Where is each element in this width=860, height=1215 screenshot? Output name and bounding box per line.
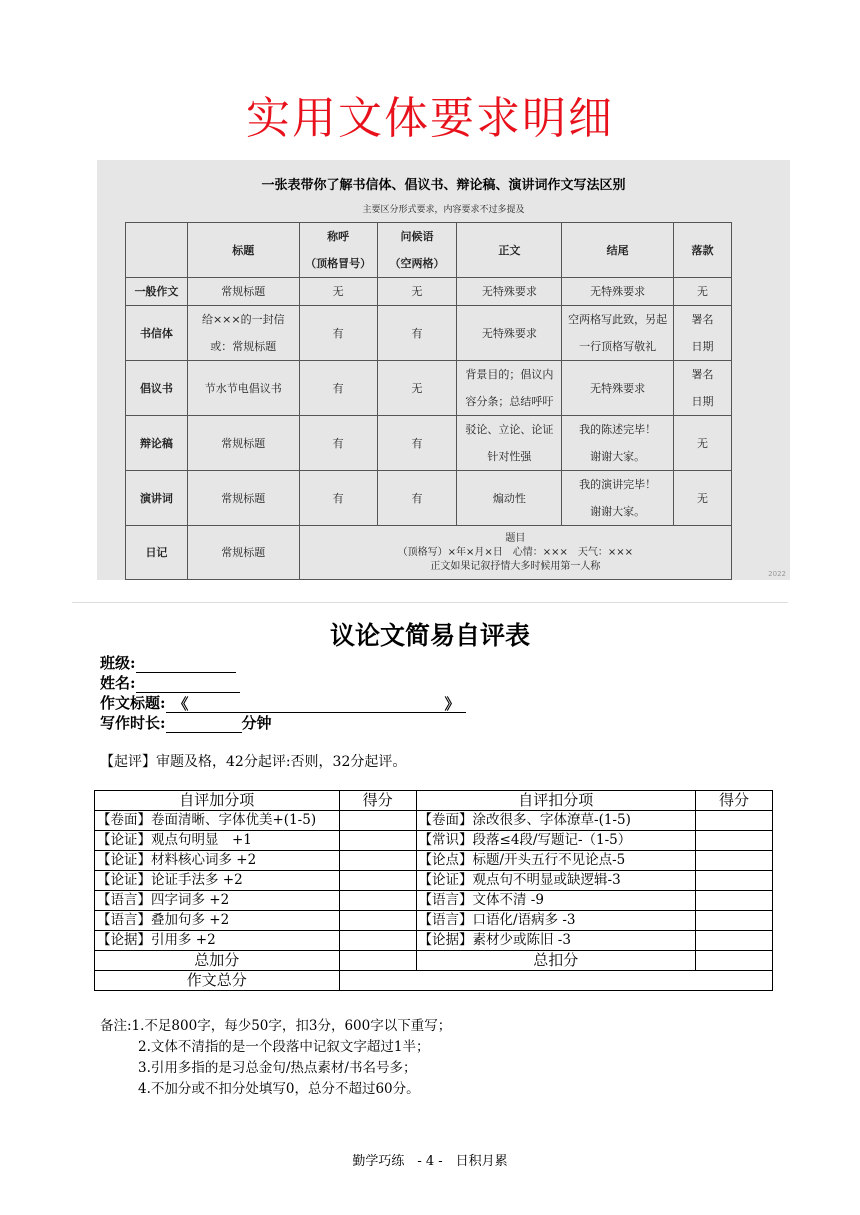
table-row-diary: 日记 常规标题 题目 （顶格写）×年×月×日 心情：××× 天气：××× 正文如果记叙抒情大多时候用第一人称 bbox=[126, 526, 732, 580]
table-row: 【语言】叠加句多 +2 【语言】口语化/语病多 -3 bbox=[95, 911, 773, 931]
score-cell[interactable] bbox=[339, 891, 416, 911]
writing-format-table bbox=[125, 222, 732, 580]
page-footer: 勤学巧练 - 4 - 日积月累 bbox=[352, 1154, 508, 1169]
table-row: 【卷面】卷面清晰、字体优美+(1-5) 【卷面】涂改很多、字体潦草-(1-5) bbox=[95, 811, 773, 831]
final-score-row bbox=[95, 971, 773, 991]
eval-title: 议论文简易自评表 bbox=[329, 621, 530, 650]
scan-watermark: 2022 bbox=[768, 570, 786, 578]
time-blank[interactable] bbox=[166, 717, 242, 733]
score-cell[interactable] bbox=[696, 831, 773, 851]
header-title: 标题 bbox=[187, 223, 299, 278]
start-score-rule: 【起评】审题及格，42分起评:否则，32分起评。 bbox=[100, 754, 407, 770]
score-cell[interactable] bbox=[696, 891, 773, 911]
time-field: 写作时长: 分钟 bbox=[100, 714, 272, 732]
header-salutation: 称呼 （顶格冒号） bbox=[299, 223, 377, 278]
score-cell[interactable] bbox=[696, 871, 773, 891]
name-blank[interactable] bbox=[136, 677, 240, 693]
header-ending: 结尾 bbox=[562, 223, 674, 278]
note-item: 备注:1.不足800字，每少50字，扣3分，600字以下重写； bbox=[100, 1018, 452, 1034]
score-cell[interactable] bbox=[339, 911, 416, 931]
page-title: 实用文体要求明细 bbox=[246, 93, 614, 144]
final-score-cell[interactable] bbox=[339, 971, 772, 991]
eval-header-row: 自评加分项 得分 自评扣分项 得分 bbox=[95, 791, 773, 811]
self-eval-table bbox=[94, 790, 773, 991]
essay-title-blank[interactable]: 《 》 bbox=[166, 697, 466, 713]
score-cell[interactable] bbox=[696, 911, 773, 931]
table-row: 【论证】观点句明显 +1 【常识】段落≤4段/写题记-（1-5） bbox=[95, 831, 773, 851]
table-row: 【论证】论证手法多 +2 【论证】观点句不明显或缺逻辑-3 bbox=[95, 871, 773, 891]
score-cell[interactable] bbox=[339, 931, 416, 951]
score-cell[interactable] bbox=[696, 851, 773, 871]
table-row: 倡议书 节水节电倡议书 有 无 背景目的；倡议内 容分条；总结呼吁 无特殊要求 署名 日期 bbox=[126, 361, 732, 416]
table-row: 一般作文 常规标题 无 无 无特殊要求 无特殊要求 无 bbox=[126, 278, 732, 306]
header-body: 正文 bbox=[457, 223, 562, 278]
table-row: 【论据】引用多 +2 【论据】素材少或陈旧 -3 bbox=[95, 931, 773, 951]
total-row bbox=[95, 951, 773, 971]
header-signature: 落款 bbox=[674, 223, 732, 278]
page-divider bbox=[72, 602, 788, 603]
score-cell[interactable] bbox=[339, 811, 416, 831]
note-item: 4.不加分或不扣分处填写0，总分不超过60分。 bbox=[138, 1081, 420, 1097]
total-minus-cell[interactable] bbox=[696, 951, 773, 971]
table-row: 【论证】材料核心词多 +2 【论点】标题/开头五行不见论点-5 bbox=[95, 851, 773, 871]
table-row: 辩论稿 常规标题 有 有 驳论、立论、论证 针对性强 我的陈述完毕！ 谢谢大家。 无 bbox=[126, 416, 732, 471]
scanned-table-image bbox=[97, 160, 790, 580]
class-field: 班级: bbox=[100, 652, 236, 673]
table-header-row bbox=[126, 223, 732, 278]
score-cell[interactable] bbox=[339, 871, 416, 891]
total-minus-label: 总扣分 bbox=[416, 951, 696, 971]
total-add-cell[interactable] bbox=[339, 951, 416, 971]
essay-title-field: 作文标题: 《 》 bbox=[100, 692, 466, 713]
header-greeting: 问候语 （空两格） bbox=[377, 223, 457, 278]
score-cell[interactable] bbox=[339, 831, 416, 851]
scan-title: 一张表带你了解书信体、倡议书、辩论稿、演讲词作文写法区别 bbox=[261, 178, 626, 193]
note-item: 2.文体不清指的是一个段落中记叙文字超过1半； bbox=[138, 1039, 430, 1055]
scan-subtitle: 主要区分形式要求，内容要求不过多提及 bbox=[362, 205, 525, 215]
final-score-label: 作文总分 bbox=[95, 971, 340, 991]
table-row: 演讲词 常规标题 有 有 煽动性 我的演讲完毕！ 谢谢大家。 无 bbox=[126, 471, 732, 526]
note-item: 3.引用多指的是习总金句/热点素材/书名号多； bbox=[138, 1060, 417, 1076]
name-field: 姓名: bbox=[100, 672, 240, 693]
class-blank[interactable] bbox=[136, 657, 236, 673]
score-cell[interactable] bbox=[696, 811, 773, 831]
total-add-label: 总加分 bbox=[95, 951, 340, 971]
notes bbox=[100, 1016, 451, 1100]
table-row: 书信体 给×××的一封信 或：常规标题 有 有 无特殊要求 空两格写此致，另起 一行顶格写敬礼 署名 日期 bbox=[126, 306, 732, 361]
score-cell[interactable] bbox=[339, 851, 416, 871]
table-row: 【语言】四字词多 +2 【语言】文体不清 -9 bbox=[95, 891, 773, 911]
score-cell[interactable] bbox=[696, 931, 773, 951]
